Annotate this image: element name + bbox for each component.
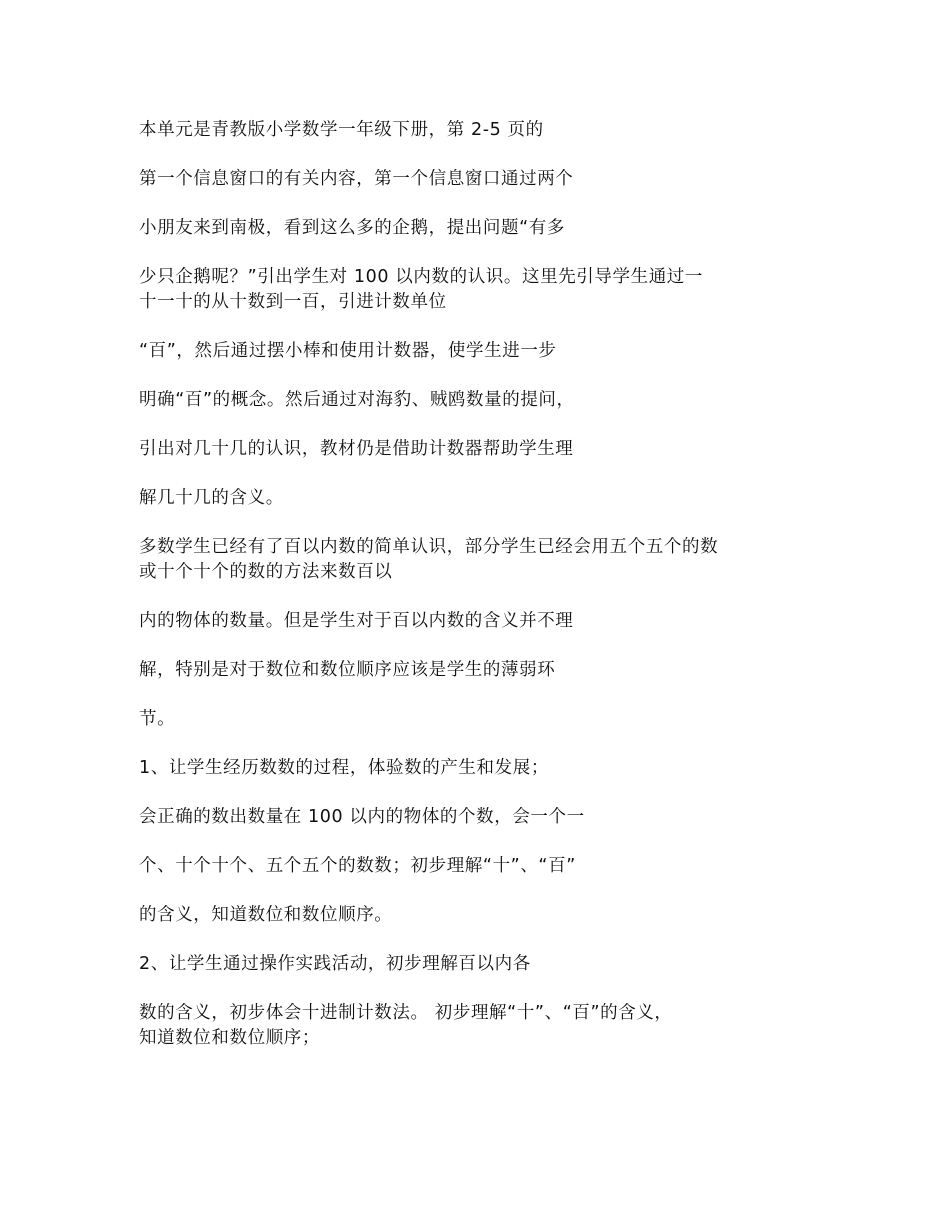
text-line: 知道数位和数位顺序；: [139, 1028, 320, 1048]
text-line: 1、让学生经历数数的过程，体验数的产生和发展；: [139, 758, 549, 778]
text-line: 个、十个十个、五个五个的数数；初步理解“十”、“百”: [139, 856, 576, 876]
text-line: 引出对几十几的认识，教材仍是借助计数器帮助学生理: [139, 439, 574, 459]
text-line: 的含义，知道数位和数位顺序。: [139, 905, 393, 925]
text-line: 数的含义，初步体会十进制计数法。 初步理解“十”、“百”的含义，: [139, 1003, 673, 1023]
text-line: 第一个信息窗口的有关内容，第一个信息窗口通过两个: [139, 169, 574, 189]
text-line: “百”，然后通过摆小棒和使用计数器，使学生进一步: [139, 341, 557, 361]
text-line: 解，特别是对于数位和数位顺序应该是学生的薄弱环: [139, 660, 556, 680]
text-line: 内的物体的数量。但是学生对于百以内数的含义并不理: [139, 611, 574, 631]
text-line: 本单元是青教版小学数学一年级下册，第 2-5 页的: [139, 120, 544, 140]
document-body: [139, 118, 819, 1051]
text-line: 十一十的从十数到一百，引进计数单位: [139, 292, 447, 312]
text-line: 节。: [139, 709, 176, 729]
text-line: 明确“百”的概念。然后通过对海豹、贼鸥数量的提问，: [139, 390, 575, 410]
text-line: 少只企鹅呢？”引出学生对 100 以内数的认识。这里先引导学生通过一: [139, 267, 703, 287]
text-line: 多数学生已经有了百以内数的简单认识，部分学生已经会用五个五个的数: [139, 537, 719, 557]
text-line: 或十个十个的数的方法来数百以: [139, 562, 393, 582]
text-line: 2、让学生通过操作实践活动，初步理解百以内各: [139, 954, 531, 974]
text-line: 会正确的数出数量在 100 以内的物体的个数，会一个一: [139, 807, 585, 827]
text-line: 解几十几的含义。: [139, 488, 284, 508]
text-line: 小朋友来到南极，看到这么多的企鹅，提出问题“有多: [139, 218, 565, 238]
